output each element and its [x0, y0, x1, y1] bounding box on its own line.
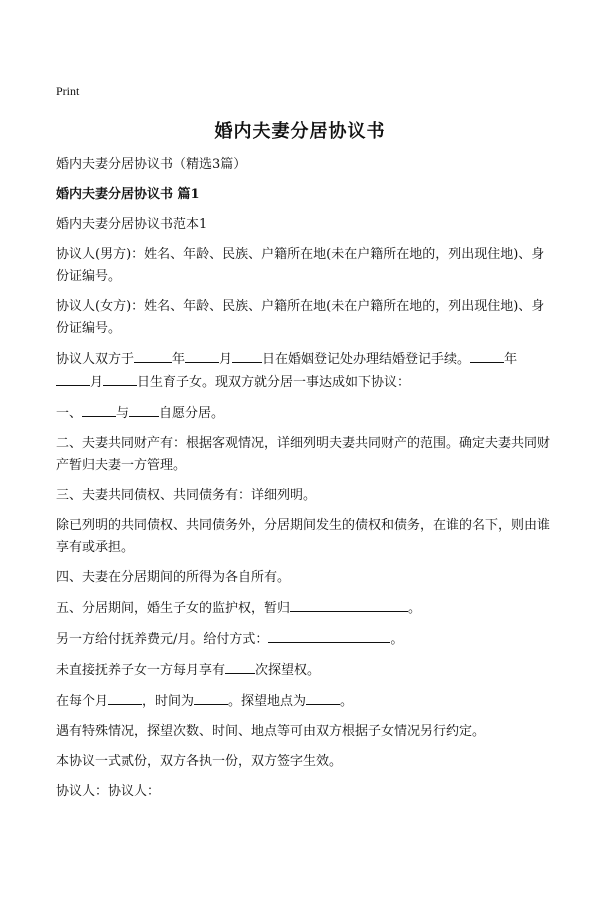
blank-day[interactable]	[232, 348, 262, 363]
blank-visit-count[interactable]	[225, 659, 255, 674]
clause-2: 二、夫妻共同财产有：根据客观情况，详细列明夫妻共同财产的范围。确定夫妻共同财产暂归夫妻一方管理。	[56, 436, 551, 473]
blank-month-2[interactable]	[56, 371, 90, 386]
intro-text-1: 协议人双方于	[56, 352, 135, 367]
clause-1-prefix: 一、	[56, 406, 83, 421]
intro-year-2: 年	[504, 352, 518, 367]
blank-visit-place[interactable]	[306, 690, 340, 705]
intro-month: 月	[219, 352, 233, 367]
support-prefix: 另一方给付抚养费元/月。给付方式：	[56, 632, 269, 647]
visitation-right	[56, 659, 550, 682]
support-payment	[56, 628, 550, 651]
sample-label: 婚内夫妻分居协议书范本1	[56, 217, 208, 232]
signers-line: 协议人：协议人：	[56, 784, 161, 799]
print-label[interactable]: Print	[56, 84, 80, 98]
party-female: 协议人(女方)：姓名、年龄、民族、户籍所在地(未在户籍所在地的，列出现住地)、身份证编号。	[56, 299, 545, 336]
copies-clause: 本协议一式贰份，双方各执一份，双方签字生效。	[56, 754, 343, 769]
blank-month[interactable]	[185, 348, 219, 363]
blank-year[interactable]	[134, 348, 172, 363]
clause-1-mid: 与	[116, 406, 130, 421]
clause-5	[56, 597, 550, 620]
clause-4: 四、夫妻在分居期间的所得为各自所有。	[56, 570, 291, 585]
visit-detail-4: 。	[340, 694, 354, 709]
special-circumstances: 遇有特殊情况，探望次数、时间、地点等可由双方根据子女情况另行约定。	[56, 724, 486, 739]
visit-suffix: 次探望权。	[255, 663, 321, 678]
blank-day-2[interactable]	[103, 371, 137, 386]
intro-text-2: 日在婚姻登记处办理结婚登记手续。	[262, 352, 471, 367]
intro-text-3: 日生育子女。现双方就分居一事达成如下协议：	[137, 375, 411, 390]
clause-5-prefix: 五、分居期间，婚生子女的监护权，暂归	[56, 601, 291, 616]
blank-visit-time[interactable]	[194, 690, 228, 705]
clause-1-suffix: 自愿分居。	[159, 406, 225, 421]
clause-1	[56, 402, 550, 425]
visitation-detail	[56, 690, 550, 713]
visit-detail-1: 在每个月	[56, 694, 109, 709]
clause-3: 三、夫妻共同债权、共同债务有：详细列明。	[56, 488, 317, 503]
subtitle: 婚内夫妻分居协议书（精选3篇）	[56, 157, 247, 172]
blank-year-2[interactable]	[470, 348, 504, 363]
blank-custody[interactable]	[290, 597, 408, 612]
blank-party-b[interactable]	[129, 402, 159, 417]
section-heading: 婚内夫妻分居协议书 篇1	[56, 187, 200, 202]
intro-paragraph	[56, 348, 550, 394]
blank-visit-day[interactable]	[108, 690, 142, 705]
clause-3-note: 除已列明的共同债权、共同债务外，分居期间发生的债权和债务，在谁的名下，则由谁享有或承担。	[56, 518, 551, 555]
visit-detail-3: 。探望地点为	[228, 694, 307, 709]
blank-payment-method[interactable]	[268, 628, 390, 643]
party-male: 协议人(男方)：姓名、年龄、民族、户籍所在地(未在户籍所在地的，列出现住地)、身份证编号。	[56, 247, 545, 284]
visit-detail-2: ，时间为	[142, 694, 195, 709]
clause-5-suffix: 。	[408, 601, 422, 616]
intro-year: 年	[172, 352, 186, 367]
document-title: 婚内夫妻分居协议书	[214, 121, 386, 142]
visit-prefix: 未直接抚养子女一方每月享有	[56, 663, 226, 678]
document-body	[56, 154, 550, 811]
support-suffix: 。	[390, 632, 404, 647]
intro-month-2: 月	[90, 375, 104, 390]
blank-party-a[interactable]	[82, 402, 116, 417]
